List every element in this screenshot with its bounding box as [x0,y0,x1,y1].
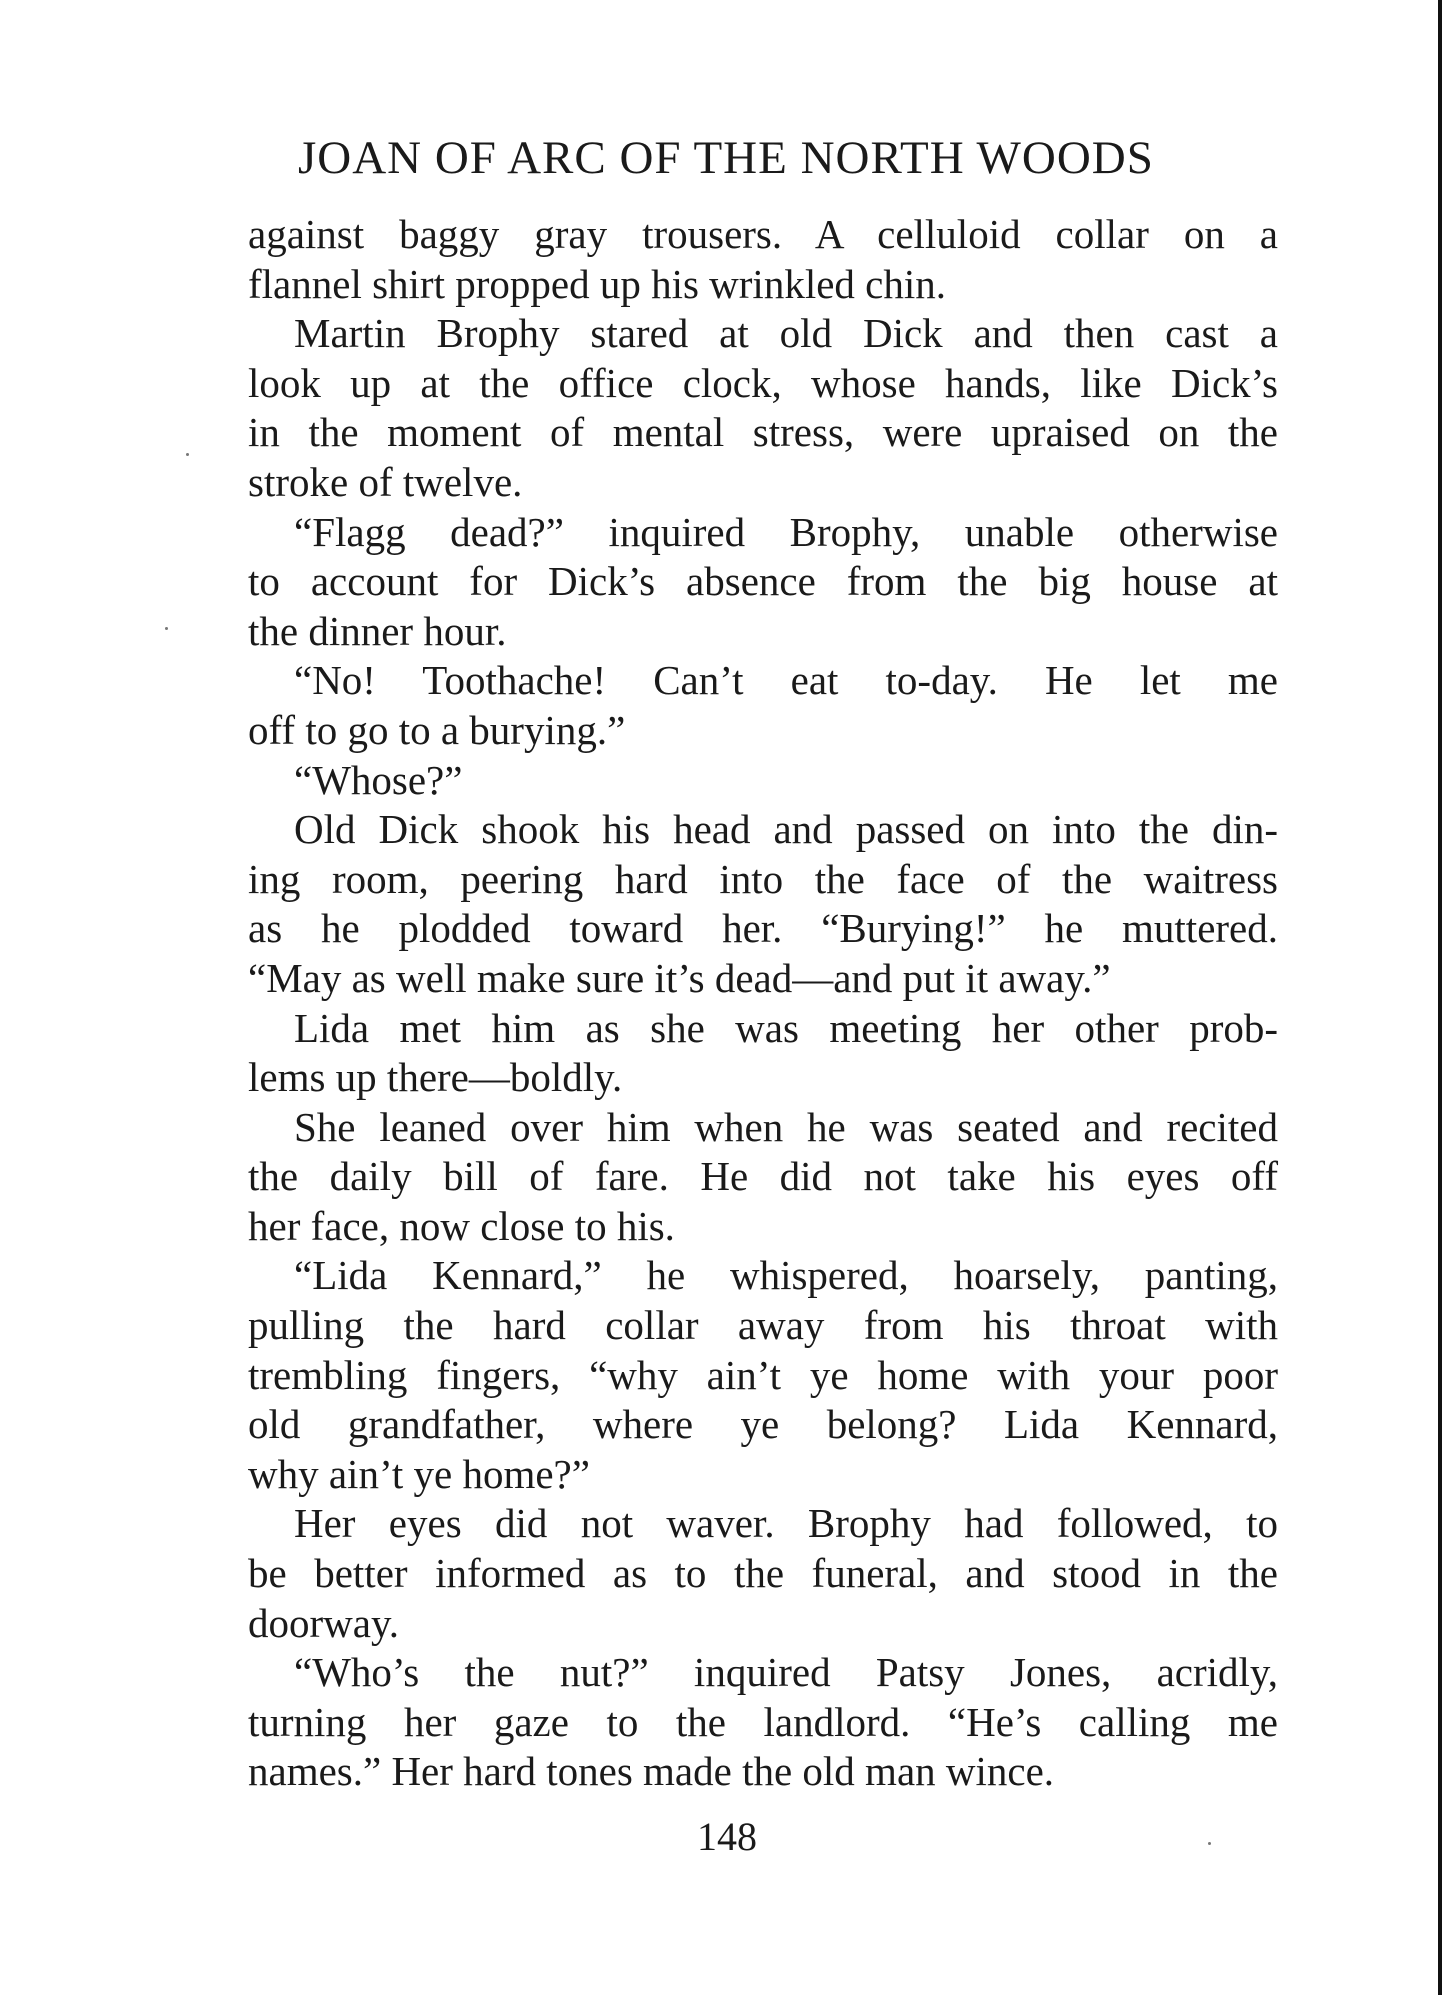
paper-speck [1208,1842,1211,1845]
text-line: “Lida Kennard,” he whispered, hoarsely, panting, [294,1252,1278,1299]
text-line: to account for Dick’s absence from the big house at [248,558,1278,605]
text-line: turning her gaze to the landlord. “He’s calling me [248,1698,1278,1745]
text-line: why ain’t ye home?” [248,1450,590,1497]
text-line: “Flagg dead?” inquired Brophy, unable otherwise [294,508,1278,555]
text-line: the dinner hour. [248,607,507,654]
text-line: Old Dick shook his head and passed on into the din- [294,806,1278,853]
text-line: names.” Her hard tones made the old man wince. [248,1748,1055,1795]
text-line: in the moment of mental stress, were upraised on the [248,409,1278,456]
text-line: Lida met him as she was meeting her other prob- [294,1004,1278,1051]
text-line: her face, now close to his. [248,1202,675,1249]
body-text [248,210,1278,1797]
text-line: “Whose?” [294,756,463,803]
text-line: stroke of twelve. [248,458,523,505]
running-head: JOAN OF ARC OF THE NORTH WOODS [298,132,1154,184]
text-line: “No! Toothache! Can’t eat to-day. He let me [294,657,1278,704]
text-line: as he plodded toward her. “Burying!” he muttered. [248,905,1278,952]
text-line: “May as well make sure it’s dead—and put it away.” [248,954,1111,1001]
text-line: Her eyes did not waver. Brophy had followed, to [294,1500,1278,1547]
page-number: 148 [697,1814,757,1859]
text-line: off to go to a burying.” [248,706,626,753]
text-line: flannel shirt propped up his wrinkled chin. [248,260,947,307]
text-line: old grandfather, where ye belong? Lida Kennard, [248,1401,1278,1448]
paper-speck [165,627,168,630]
paper-speck [186,453,189,456]
text-line: ing room, peering hard into the face of the waitress [248,855,1278,902]
text-line: against baggy gray trousers. A celluloid collar on a [248,211,1278,257]
page-edge-rule [1438,0,1442,1995]
text-line: be better informed as to the funeral, and stood in the [248,1550,1278,1597]
text-line: look up at the office clock, whose hands, like Dick’s [248,359,1278,406]
text-line: She leaned over him when he was seated and recited [294,1103,1278,1150]
text-line: the daily bill of fare. He did not take his eyes off [248,1153,1278,1200]
text-line: Martin Brophy stared at old Dick and then cast a [294,310,1278,357]
text-line: pulling the hard collar away from his throat with [248,1302,1278,1349]
text-line: trembling fingers, “why ain’t ye home with your poor [248,1351,1278,1398]
text-line: lems up there—boldly. [248,1054,623,1101]
text-line: doorway. [248,1599,400,1646]
text-line: “Who’s the nut?” inquired Patsy Jones, acridly, [294,1649,1278,1696]
